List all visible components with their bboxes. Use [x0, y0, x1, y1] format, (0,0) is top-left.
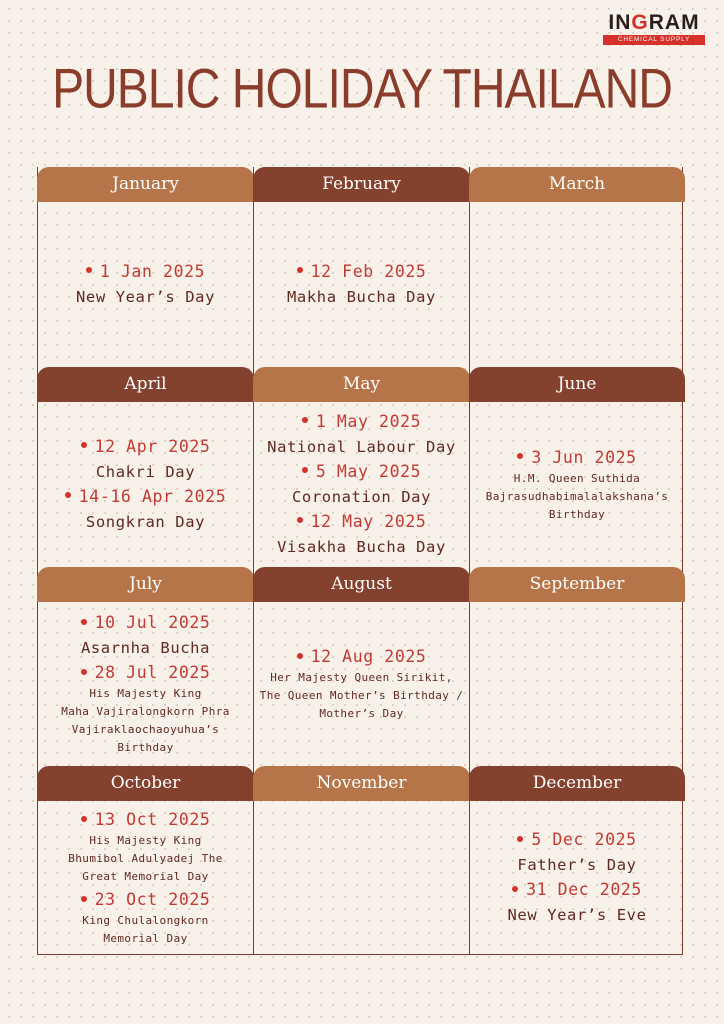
holiday-date [81, 888, 211, 912]
holiday-date-text: 14-16 Apr 2025 [78, 486, 227, 506]
month-cell-october [38, 766, 253, 955]
holiday-name: King Chulalongkorn Memorial Day [82, 914, 209, 945]
bullet-dot-icon [81, 896, 87, 902]
holiday-list [38, 801, 253, 955]
holiday-name: H.M. Queen Suthida Bajrasudhabimalalakshana’s Birthday [485, 471, 669, 521]
bullet-dot-icon [517, 836, 523, 842]
month-header-june: June [469, 367, 685, 402]
month-header-january: January [37, 167, 254, 202]
holiday-date-text: 5 May 2025 [315, 461, 422, 481]
holiday-list [38, 602, 253, 766]
logo-wordmark: INGRAM [608, 11, 700, 34]
company-logo [603, 12, 705, 45]
holiday-list [254, 402, 469, 567]
holiday-date [86, 260, 205, 284]
month-cell-january [38, 167, 253, 367]
bullet-dot-icon [81, 442, 87, 448]
month-header-april: April [37, 367, 254, 402]
holiday-date [297, 510, 427, 534]
holiday-list [38, 402, 253, 567]
holiday-date [512, 878, 642, 902]
holiday-name: Asarnha Bucha [80, 639, 211, 657]
holiday-list [470, 402, 684, 567]
holiday-name: Her Majesty Queen Sirikit, The Queen Mother’s Birthday / Mother’s Day [259, 671, 464, 720]
holiday-name: New Year’s Eve [507, 906, 647, 924]
month-cell-november [253, 766, 469, 955]
holiday-date-text: 12 May 2025 [310, 511, 427, 531]
holiday-name: His Majesty King Bhumibol Adulyadej The Great Memorial Day [68, 834, 223, 883]
page-title: PUBLIC HOLIDAY THAILAND [52, 59, 672, 120]
month-header-october: October [37, 766, 254, 801]
month-cell-april [38, 367, 253, 567]
holiday-calendar-grid [37, 167, 683, 955]
bullet-dot-icon [302, 417, 308, 423]
bullet-dot-icon [297, 653, 303, 659]
month-header-december: December [469, 766, 685, 801]
holiday-list [470, 602, 684, 766]
holiday-date [297, 260, 427, 284]
month-cell-august [253, 567, 469, 766]
bullet-dot-icon [65, 492, 71, 498]
holiday-date [81, 661, 211, 685]
holiday-name: His Majesty King Maha Vajiralongkorn Phra Vajiraklaochaoyuhua’s Birthday [61, 687, 230, 754]
month-header-march: March [469, 167, 685, 202]
bullet-dot-icon [81, 619, 87, 625]
holiday-date [517, 446, 636, 470]
holiday-date-text: 12 Aug 2025 [310, 647, 427, 666]
month-cell-march [469, 167, 684, 367]
bullet-dot-icon [517, 453, 523, 459]
month-cell-february [253, 167, 469, 367]
holiday-date [65, 485, 226, 509]
holiday-name: Coronation Day [291, 487, 432, 506]
month-header-august: August [253, 567, 470, 602]
holiday-name: Chakri Day [95, 462, 196, 481]
holiday-name: Songkran Day [85, 512, 206, 531]
holiday-name: Makha Bucha Day [287, 287, 436, 306]
holiday-date-text: 10 Jul 2025 [94, 613, 211, 632]
holiday-date [302, 460, 421, 484]
holiday-date [517, 828, 636, 852]
bullet-dot-icon [512, 886, 518, 892]
bullet-dot-icon [81, 669, 87, 675]
holiday-date [81, 435, 211, 459]
bullet-dot-icon [297, 517, 303, 523]
bullet-dot-icon [297, 267, 303, 273]
holiday-date [81, 808, 211, 832]
holiday-date-text: 12 Apr 2025 [94, 436, 211, 456]
month-header-september: September [469, 567, 685, 602]
holiday-date-text: 5 Dec 2025 [531, 830, 637, 849]
holiday-date-text: 1 Jan 2025 [99, 261, 206, 281]
holiday-list [38, 202, 253, 367]
month-header-november: November [253, 766, 470, 801]
holiday-date-text: 31 Dec 2025 [526, 880, 642, 899]
holiday-date [81, 611, 211, 635]
holiday-name: Visakha Bucha Day [277, 537, 446, 556]
month-header-may: May [253, 367, 470, 402]
month-cell-may [253, 367, 469, 567]
holiday-name: National Labour Day [267, 437, 456, 456]
bullet-dot-icon [81, 816, 87, 822]
holiday-date-text: 12 Feb 2025 [310, 261, 427, 281]
holiday-date-text: 23 Oct 2025 [94, 890, 211, 909]
month-header-july: July [37, 567, 254, 602]
holiday-list [254, 602, 469, 766]
holiday-date-text: 1 May 2025 [315, 411, 422, 431]
month-cell-july [38, 567, 253, 766]
holiday-date-text: 3 Jun 2025 [531, 447, 637, 467]
holiday-list [254, 801, 469, 955]
month-header-february: February [253, 167, 470, 202]
holiday-list [470, 202, 684, 367]
bullet-dot-icon [86, 267, 92, 273]
holiday-list [254, 202, 469, 367]
logo-subtitle: CHEMICAL SUPPLY [603, 35, 705, 45]
holiday-date-text: 13 Oct 2025 [94, 810, 211, 829]
holiday-list [470, 801, 684, 955]
month-cell-june [469, 367, 684, 567]
holiday-date [297, 645, 427, 669]
bullet-dot-icon [302, 467, 308, 473]
holiday-date-text: 28 Jul 2025 [94, 663, 211, 682]
holiday-name: New Year’s Day [75, 287, 216, 306]
month-cell-december [469, 766, 684, 955]
holiday-date [302, 410, 421, 434]
holiday-name: Father’s Day [517, 856, 637, 874]
month-cell-september [469, 567, 684, 766]
